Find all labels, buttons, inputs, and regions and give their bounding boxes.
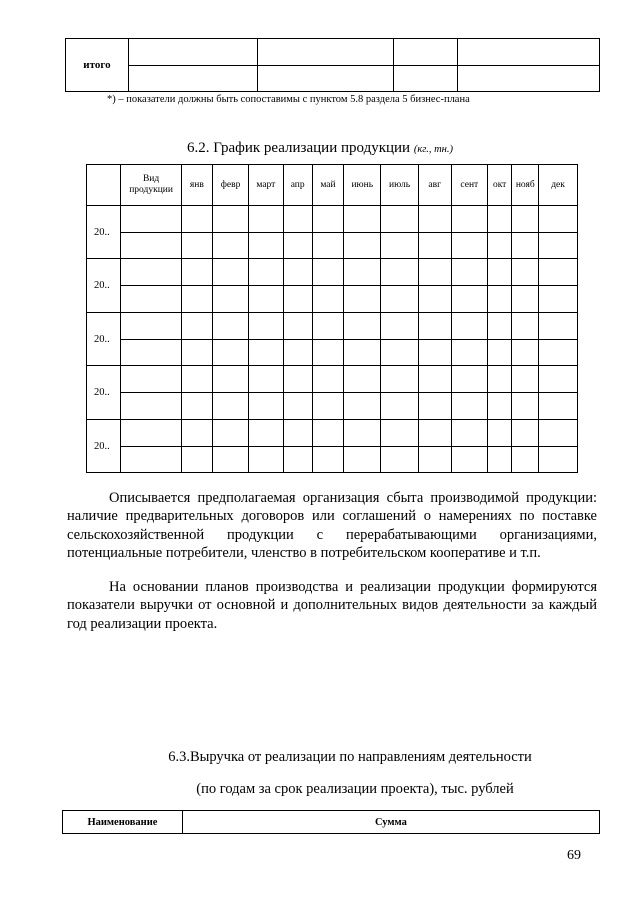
- table-cell: [539, 447, 578, 473]
- table-cell: [539, 206, 578, 233]
- table-cell: [181, 420, 212, 447]
- paragraph-text: На основании планов производства и реализации продукции формируются показатели выручки от основной и дополнительных видов деятельности за каждый год реализации проекта.: [67, 579, 597, 632]
- table-cell: [394, 39, 458, 66]
- header-month: февр: [212, 165, 248, 206]
- section-title-6-3: 6.3.Выручка от реализации по направлениям деятельности: [168, 749, 532, 765]
- table-cell: [121, 447, 181, 473]
- table-cell: [418, 447, 451, 473]
- table-cell: [283, 313, 312, 340]
- table-row: [87, 393, 578, 420]
- table-cell: [394, 66, 458, 92]
- table-cell: [539, 313, 578, 340]
- table-cell: [487, 286, 512, 313]
- table-cell: [458, 66, 600, 92]
- table-cell: [249, 420, 283, 447]
- footnote: *) – показатели должны быть сопоставимы с пунктом 5.8 раздела 5 бизнес-плана: [107, 94, 470, 105]
- table-cell: [249, 313, 283, 340]
- table-cell: [283, 286, 312, 313]
- table-cell: [283, 259, 312, 286]
- table-cell: [121, 366, 181, 393]
- table-cell: [212, 206, 248, 233]
- table-cell: [212, 393, 248, 420]
- table-cell: [512, 447, 539, 473]
- table-cell: [458, 39, 600, 66]
- paragraph-revenue-indicators: [67, 578, 597, 633]
- table-cell: [344, 286, 381, 313]
- header-month: янв: [181, 165, 212, 206]
- table-cell: [312, 447, 343, 473]
- section-subtitle-6-3: (по годам за срок реализации проекта), тыс. рублей: [196, 781, 514, 797]
- header-sum: Сумма: [182, 811, 599, 834]
- table-cell: [451, 286, 487, 313]
- table-cell: [257, 66, 394, 92]
- table-cell: [181, 206, 212, 233]
- table-cell: [212, 447, 248, 473]
- revenue-table: [62, 810, 600, 834]
- header-product-line1: Вид: [142, 174, 160, 185]
- table-cell: [539, 259, 578, 286]
- header-product-line2: продукции: [129, 185, 173, 195]
- table-row: [87, 366, 578, 393]
- year-label: 20..: [87, 313, 121, 366]
- table-cell: [418, 206, 451, 233]
- table-cell: [381, 206, 418, 233]
- table-cell: [451, 340, 487, 366]
- table-cell: [181, 259, 212, 286]
- table-cell: [381, 313, 418, 340]
- table-cell: [312, 233, 343, 259]
- header-month: окт: [487, 165, 512, 206]
- table-cell: [257, 39, 394, 66]
- table-cell: [181, 393, 212, 420]
- table-cell: [512, 233, 539, 259]
- table-cell: [312, 393, 343, 420]
- table-cell: [121, 340, 181, 366]
- table-cell: [381, 366, 418, 393]
- table-cell: [418, 420, 451, 447]
- table-cell: [249, 206, 283, 233]
- table-cell: [283, 233, 312, 259]
- table-cell: [212, 313, 248, 340]
- table-cell: [312, 286, 343, 313]
- table-cell: [212, 233, 248, 259]
- section-title-6-2: [0, 140, 640, 157]
- table-cell: [249, 233, 283, 259]
- table-cell: [512, 286, 539, 313]
- totals-row-label: итого: [66, 39, 129, 92]
- table-cell: [512, 340, 539, 366]
- table-cell: [181, 313, 212, 340]
- table-cell: [312, 366, 343, 393]
- table-cell: [212, 340, 248, 366]
- table-cell: [451, 233, 487, 259]
- table-row: [87, 286, 578, 313]
- header-month: апр: [283, 165, 312, 206]
- table-cell: [451, 393, 487, 420]
- table-cell: [381, 286, 418, 313]
- year-label: 20..: [87, 206, 121, 259]
- table-cell: [451, 313, 487, 340]
- table-cell: [539, 393, 578, 420]
- table-cell: [418, 286, 451, 313]
- table-cell: [249, 286, 283, 313]
- table-cell: [249, 259, 283, 286]
- table-cell: [418, 313, 451, 340]
- table-cell: [121, 313, 181, 340]
- table-cell: [181, 447, 212, 473]
- table-cell: [381, 420, 418, 447]
- table-cell: [249, 366, 283, 393]
- table-row: [87, 340, 578, 366]
- table-cell: [381, 233, 418, 259]
- table-cell: [381, 340, 418, 366]
- table-cell: [128, 66, 257, 92]
- table-cell: [451, 420, 487, 447]
- table-cell: [344, 366, 381, 393]
- table-cell: [487, 366, 512, 393]
- table-cell: [283, 393, 312, 420]
- header-month: дек: [539, 165, 578, 206]
- table-cell: [212, 366, 248, 393]
- table-cell: [212, 420, 248, 447]
- table-cell: [121, 420, 181, 447]
- header-product-type: [121, 165, 181, 206]
- table-cell: [487, 420, 512, 447]
- table-cell: [121, 393, 181, 420]
- table-cell: [539, 233, 578, 259]
- table-cell: [283, 447, 312, 473]
- table-cell: [381, 259, 418, 286]
- header-name: Наименование: [63, 811, 183, 834]
- header-month: май: [312, 165, 343, 206]
- table-cell: [381, 393, 418, 420]
- table-cell: [539, 340, 578, 366]
- table-cell: [487, 313, 512, 340]
- table-cell: [451, 447, 487, 473]
- table-cell: [451, 206, 487, 233]
- table-cell: [487, 233, 512, 259]
- table-cell: [121, 233, 181, 259]
- table-row: [87, 233, 578, 259]
- table-cell: [121, 259, 181, 286]
- table-row: [87, 447, 578, 473]
- table-cell: [344, 206, 381, 233]
- table-row: [87, 420, 578, 447]
- header-corner-cell: [87, 165, 121, 206]
- table-cell: [451, 259, 487, 286]
- year-label: 20..: [87, 366, 121, 420]
- table-cell: [181, 340, 212, 366]
- table-cell: [312, 420, 343, 447]
- table-cell: [539, 286, 578, 313]
- table-cell: [283, 420, 312, 447]
- header-month: июнь: [344, 165, 381, 206]
- table-cell: [512, 313, 539, 340]
- table-cell: [512, 259, 539, 286]
- table-cell: [487, 447, 512, 473]
- table-cell: [283, 366, 312, 393]
- section-title-unit: (кг., тн.): [413, 144, 453, 155]
- table-cell: [121, 206, 181, 233]
- table-cell: [344, 393, 381, 420]
- table-cell: [312, 340, 343, 366]
- page-number: 69: [567, 848, 581, 863]
- table-cell: [212, 286, 248, 313]
- table-cell: [418, 259, 451, 286]
- table-cell: [249, 340, 283, 366]
- table-cell: [539, 420, 578, 447]
- table-cell: [487, 259, 512, 286]
- table-cell: [344, 447, 381, 473]
- table-cell: [512, 366, 539, 393]
- table-cell: [283, 206, 312, 233]
- year-label: 20..: [87, 259, 121, 313]
- table-cell: [512, 206, 539, 233]
- header-month: авг: [418, 165, 451, 206]
- table-cell: [312, 259, 343, 286]
- table-cell: [283, 340, 312, 366]
- table-cell: [344, 233, 381, 259]
- table-cell: [128, 39, 257, 66]
- table-cell: [512, 393, 539, 420]
- table-cell: [487, 393, 512, 420]
- table-row: [87, 259, 578, 286]
- header-month: нояб: [512, 165, 539, 206]
- table-cell: [418, 233, 451, 259]
- table-cell: [418, 366, 451, 393]
- table-cell: [249, 393, 283, 420]
- table-cell: [181, 286, 212, 313]
- table-cell: [487, 206, 512, 233]
- table-cell: [312, 313, 343, 340]
- table-row: [87, 206, 578, 233]
- table-cell: [512, 420, 539, 447]
- table-row: [87, 313, 578, 340]
- table-cell: [249, 447, 283, 473]
- table-cell: [487, 340, 512, 366]
- paragraph-sales-organization: [67, 489, 597, 562]
- table-cell: [312, 206, 343, 233]
- table-cell: [181, 233, 212, 259]
- table-cell: [344, 313, 381, 340]
- table-cell: [181, 366, 212, 393]
- header-month: июль: [381, 165, 418, 206]
- table-cell: [344, 340, 381, 366]
- table-cell: [418, 393, 451, 420]
- header-month: сент: [451, 165, 487, 206]
- table-cell: [344, 420, 381, 447]
- table-cell: [418, 340, 451, 366]
- table-cell: [344, 259, 381, 286]
- table-cell: [381, 447, 418, 473]
- paragraph-text: Описывается предполагаемая организация сбыта производимой продукции: наличие предварительных договоров или соглашений о намерениях по поставке сельскохозяйственной продукции с перерабатывающими организациями, потенциальные потребители, членство в потребительском кооперативе и т.п.: [67, 490, 597, 561]
- totals-table: [65, 38, 600, 92]
- section-title-text: 6.2. График реализации продукции: [187, 140, 411, 156]
- sales-schedule-table: [86, 164, 578, 473]
- header-month: март: [249, 165, 283, 206]
- year-label: 20..: [87, 420, 121, 473]
- table-cell: [539, 366, 578, 393]
- table-cell: [212, 259, 248, 286]
- table-cell: [121, 286, 181, 313]
- table-cell: [451, 366, 487, 393]
